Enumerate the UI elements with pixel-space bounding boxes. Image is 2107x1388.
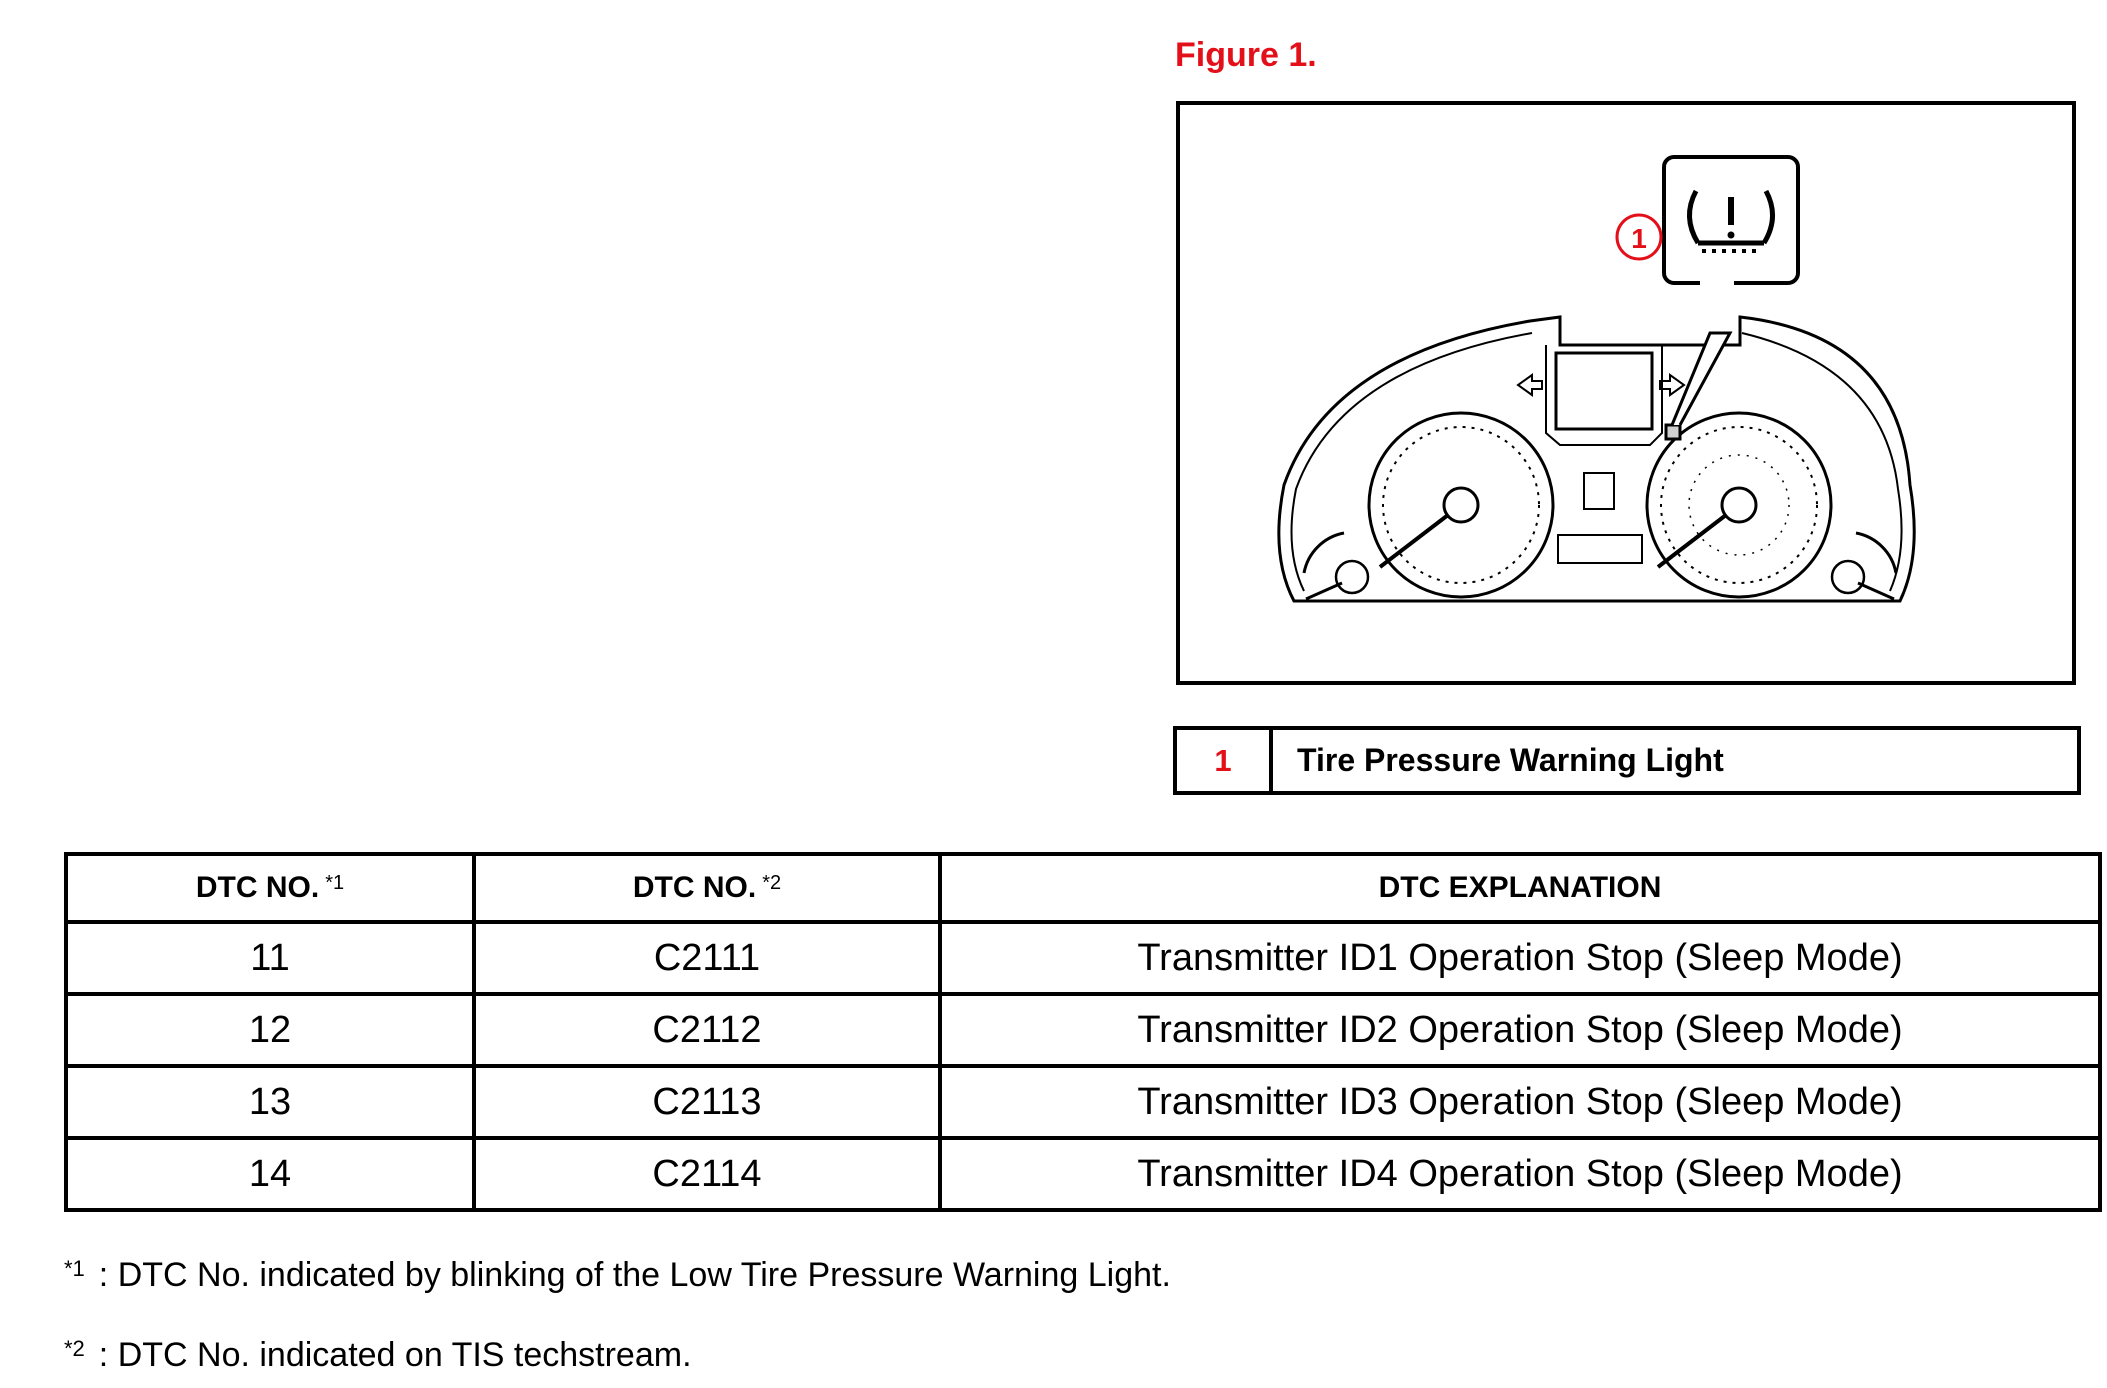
header-dtc-no-2: DTC NO. $^{*2}$ [474,854,940,922]
table-header-row [66,854,2100,922]
callout-pointer [1672,333,1730,425]
temperature-gauge [1832,561,1864,593]
dtc-no-1-cell: 12 [66,994,474,1066]
dtc-no-1-cell: 14 [66,1138,474,1210]
dtc-no-2-cell: C2113 [474,1066,940,1138]
left-turn-arrow-icon [1518,375,1542,395]
dtc-explanation-cell: Transmitter ID1 Operation Stop (Sleep Mode) [940,922,2100,994]
dtc-no-2-cell: C2112 [474,994,940,1066]
table-row [66,994,2100,1066]
footnote-text: : DTC No. indicated on TIS techstream. [98,1336,692,1374]
footnote-1 [64,1256,1171,1295]
header-dtc-no-1: DTC NO. $^{*1}$ [66,854,474,922]
dtc-no-2-cell: C2114 [474,1138,940,1210]
table-row [66,1066,2100,1138]
footnote-marker: *1 [64,1256,85,1281]
dtc-no-1-cell: 13 [66,1066,474,1138]
figure-legend [1173,726,2081,795]
speedometer-gauge [1647,413,1831,597]
callout-number-text: 1 [1631,223,1647,254]
center-display [1556,353,1652,429]
footnote-2 [64,1336,692,1375]
table-row [66,922,2100,994]
cluster-bezel-inner [1292,333,1533,591]
table-row [66,1138,2100,1210]
odometer-display [1558,535,1642,563]
warning-light-location [1666,425,1680,439]
dtc-no-2-cell: C2111 [474,922,940,994]
dtc-explanation-cell: Transmitter ID3 Operation Stop (Sleep Mode) [940,1066,2100,1138]
fuel-gauge [1336,561,1368,593]
dtc-explanation-cell: Transmitter ID2 Operation Stop (Sleep Mode) [940,994,2100,1066]
legend-number: 1 [1177,730,1273,791]
footnote-marker: *2 [64,1336,85,1361]
tachometer-gauge [1369,413,1553,597]
figure-illustration [1176,101,2076,685]
figure-title: Figure 1. [1175,36,1317,74]
header-dtc-explanation: DTC EXPLANATION [940,854,2100,922]
dtc-explanation-cell: Transmitter ID4 Operation Stop (Sleep Mode) [940,1138,2100,1210]
center-indicator [1584,473,1614,509]
footnote-text: : DTC No. indicated by blinking of the Low Tire Pressure Warning Light. [98,1256,1171,1294]
legend-label: Tire Pressure Warning Light [1297,742,1724,778]
right-turn-arrow-icon [1660,375,1684,395]
instrument-cluster-illustration [1180,105,2072,681]
dtc-no-1-cell: 11 [66,922,474,994]
dtc-table [64,852,2102,1212]
